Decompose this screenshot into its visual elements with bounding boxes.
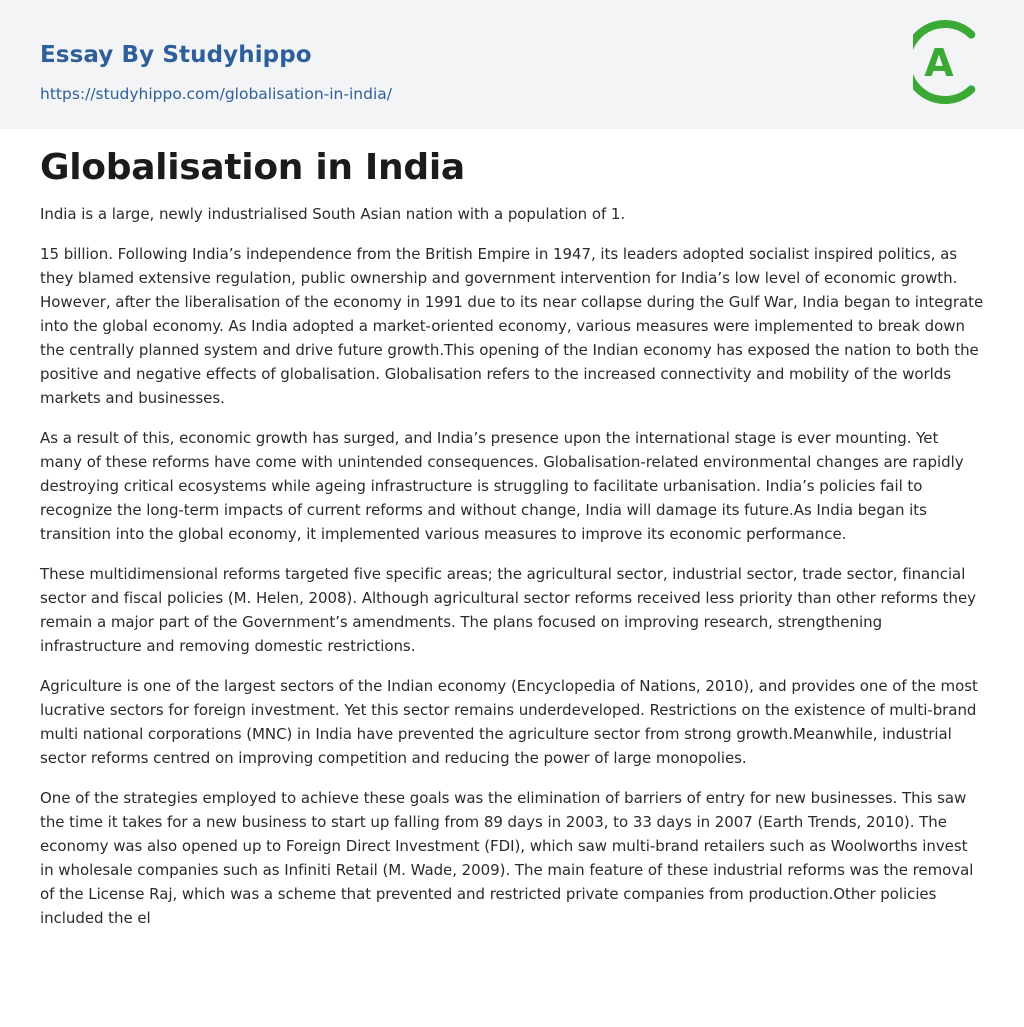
studyhippo-logo-icon[interactable] xyxy=(913,19,987,105)
source-url-link[interactable]: https://studyhippo.com/globalisation-in-india/ xyxy=(40,85,392,103)
essay-paragraph: These multidimensional reforms targeted five specific areas; the agricultural sector, industrial sector, trade sector, financial sector and fiscal policies (M. Helen, 2008). Although agricultural sector reforms received less priority than other reforms they remain a major part of the Government’s amendments. The plans focused on improving research, strengthening infrastructure and removing domestic restrictions. xyxy=(40,565,976,655)
brand-title[interactable]: Essay By Studyhippo xyxy=(40,42,312,68)
logo-letter: A xyxy=(924,41,954,85)
essay-paragraph: 15 billion. Following India’s independence from the British Empire in 1947, its leaders adopted socialist inspired politics, as they blamed extensive regulation, public ownership and government intervention for India’s low level of economic growth. However, after the liberalisation of the economy in 1991 due to its near collapse during the Gulf War, India began to integrate into the global economy. As India adopted a market-oriented economy, various measures were implemented to break down the centrally planned system and drive future growth.This opening of the Indian economy has exposed the nation to both the positive and negative effects of globalisation. Globalisation refers to the increased connectivity and mobility of the worlds markets and businesses. xyxy=(40,245,984,407)
essay-paragraph: India is a large, newly industrialised South Asian nation with a population of 1. xyxy=(40,205,626,223)
essay-paragraph: As a result of this, economic growth has surged, and India’s presence upon the international stage is ever mounting. Yet many of these reforms have come with unintended consequences. Globalisation-related environmental changes are rapidly destroying critical ecosystems while ageing infrastructure is struggling to facilitate urbanisation. India’s policies fail to recognize the long-term impacts of current reforms and without change, India will damage its future.As India began its transition into the global economy, it implemented various measures to improve its economic performance. xyxy=(40,429,964,543)
essay-paragraph: One of the strategies employed to achieve these goals was the elimination of barriers of entry for new businesses. This saw the time it takes for a new business to start up falling from 89 days in 2003, to 33 days in 2007 (Earth Trends, 2010). The economy was also opened up to Foreign Direct Investment (FDI), which saw multi-brand retailers such as Woolworths invest in wholesale companies such as Infiniti Retail (M. Wade, 2009). The main feature of these industrial reforms was the removal of the License Raj, which was a scheme that prevented and restricted private companies from production.Other policies included the el xyxy=(40,789,974,927)
essay-content xyxy=(40,142,984,946)
site-header xyxy=(0,0,1024,129)
essay-title: Globalisation in India xyxy=(40,147,465,188)
essay-paragraph: Agriculture is one of the largest sectors of the Indian economy (Encyclopedia of Nations, 2010), and provides one of the most lucrative sectors for foreign investment. Yet this sector remains underdeveloped. Restrictions on the existence of multi-brand multi national corporations (MNC) in India have prevented the agriculture sector from strong growth.Meanwhile, industrial sector reforms centred on improving competition and reducing the power of large monopolies. xyxy=(40,677,978,767)
